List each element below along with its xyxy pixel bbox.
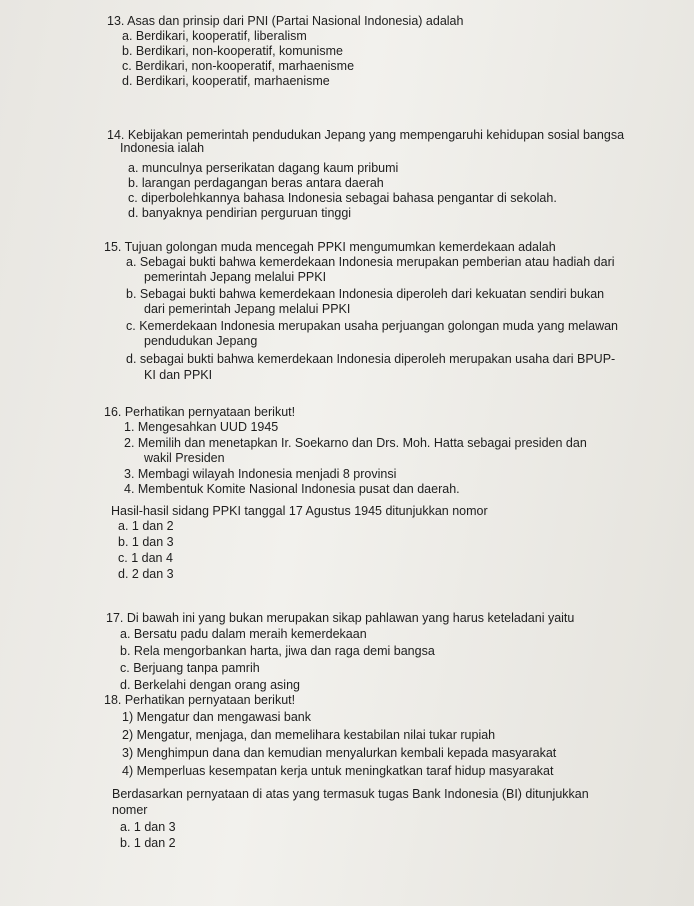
- question-13-option-a: a. Berdikari, kooperatif, liberalism: [122, 29, 307, 43]
- question-15-option-a: a. Sebagai bukti bahwa kemerdekaan Indonesia merupakan pemberian atau hadiah dari: [126, 255, 615, 269]
- question-15-option-c: c. Kemerdekaan Indonesia merupakan usaha perjuangan golongan muda yang melawan: [126, 319, 619, 333]
- question-15-option-b: b. Sebagai bukti bahwa kemerdekaan Indonesia diperoleh dari kekuatan sendiri bukan: [126, 287, 605, 301]
- question-14-stem-cont: Indonesia ialah: [120, 141, 205, 155]
- question-17-stem: 17. Di bawah ini yang bukan merupakan sikap pahlawan yang harus keteladani yaitu: [106, 611, 575, 625]
- question-18-statement-4: 4) Memperluas kesempatan kerja untuk meningkatkan taraf hidup masyarakat: [122, 764, 554, 778]
- question-13-option-c: c. Berdikari, non-kooperatif, marhaenisme: [122, 59, 355, 73]
- question-15-stem: 15. Tujuan golongan muda mencegah PPKI mengumumkan kemerdekaan adalah: [104, 240, 556, 254]
- question-18-statement-1: 1) Mengatur dan mengawasi bank: [122, 710, 312, 724]
- question-18-question: Berdasarkan pernyataan di atas yang termasuk tugas Bank Indonesia (BI) ditunjukkan: [112, 787, 589, 801]
- question-16-statement-3: 3. Membagi wilayah Indonesia menjadi 8 provinsi: [124, 467, 397, 481]
- question-18-stem: 18. Perhatikan pernyataan berikut!: [104, 693, 296, 707]
- question-14-option-a: a. munculnya perserikatan dagang kaum pribumi: [128, 161, 399, 175]
- question-15-option-b-cont: dari pemerintah Jepang melalui PPKI: [144, 302, 351, 316]
- question-16-option-b: b. 1 dan 3: [118, 535, 174, 549]
- question-15-option-a-cont: pemerintah Jepang melalui PPKI: [144, 270, 327, 284]
- question-14-option-b: b. larangan perdagangan beras antara daerah: [128, 176, 384, 190]
- question-17-option-c: c. Berjuang tanpa pamrih: [120, 661, 260, 675]
- question-15-option-c-cont: pendudukan Jepang: [144, 334, 258, 348]
- question-18-option-b: b. 1 dan 2: [120, 836, 176, 850]
- question-16-stem: 16. Perhatikan pernyataan berikut!: [104, 405, 296, 419]
- question-16-option-d: d. 2 dan 3: [118, 567, 174, 581]
- question-16-statement-4: 4. Membentuk Komite Nasional Indonesia pusat dan daerah.: [124, 482, 460, 496]
- question-18-question-cont: nomer: [112, 803, 148, 817]
- question-18-statement-2: 2) Mengatur, menjaga, dan memelihara kestabilan nilai tukar rupiah: [122, 728, 496, 742]
- question-14-option-d: d. banyaknya pendirian perguruan tinggi: [128, 206, 352, 220]
- question-14-option-c: c. diperbolehkannya bahasa Indonesia sebagai bahasa pengantar di sekolah.: [128, 191, 557, 205]
- question-17-option-b: b. Rela mengorbankan harta, jiwa dan raga demi bangsa: [120, 644, 435, 658]
- question-16-option-c: c. 1 dan 4: [118, 551, 173, 565]
- question-18-statement-3: 3) Menghimpun dana dan kemudian menyalurkan kembali kepada masyarakat: [122, 746, 557, 760]
- question-16-statement-1: 1. Mengesahkan UUD 1945: [124, 420, 279, 434]
- question-15-option-d-cont: KI dan PPKI: [144, 368, 213, 382]
- question-16-option-a: a. 1 dan 2: [118, 519, 174, 533]
- question-14-stem: 14. Kebijakan pemerintah pendudukan Jepang yang mempengaruhi kehidupan sosial bangsa: [107, 128, 625, 142]
- question-13-stem: 13. Asas dan prinsip dari PNI (Partai Nasional Indonesia) adalah: [107, 14, 464, 28]
- question-15-option-d: d. sebagai bukti bahwa kemerdekaan Indonesia diperoleh merupakan usaha dari BPUP-: [126, 352, 616, 366]
- question-16-question: Hasil-hasil sidang PPKI tanggal 17 Agustus 1945 ditunjukkan nomor: [111, 504, 488, 518]
- question-17-option-a: a. Bersatu padu dalam meraih kemerdekaan: [120, 627, 367, 641]
- question-16-statement-2-cont: wakil Presiden: [144, 451, 225, 465]
- question-13-option-b: b. Berdikari, non-kooperatif, komunisme: [122, 44, 343, 58]
- question-16-statement-2: 2. Memilih dan menetapkan Ir. Soekarno dan Drs. Moh. Hatta sebagai presiden dan: [124, 436, 587, 450]
- question-18-option-a: a. 1 dan 3: [120, 820, 176, 834]
- question-13-option-d: d. Berdikari, kooperatif, marhaenisme: [122, 74, 330, 88]
- question-17-option-d: d. Berkelahi dengan orang asing: [120, 678, 300, 692]
